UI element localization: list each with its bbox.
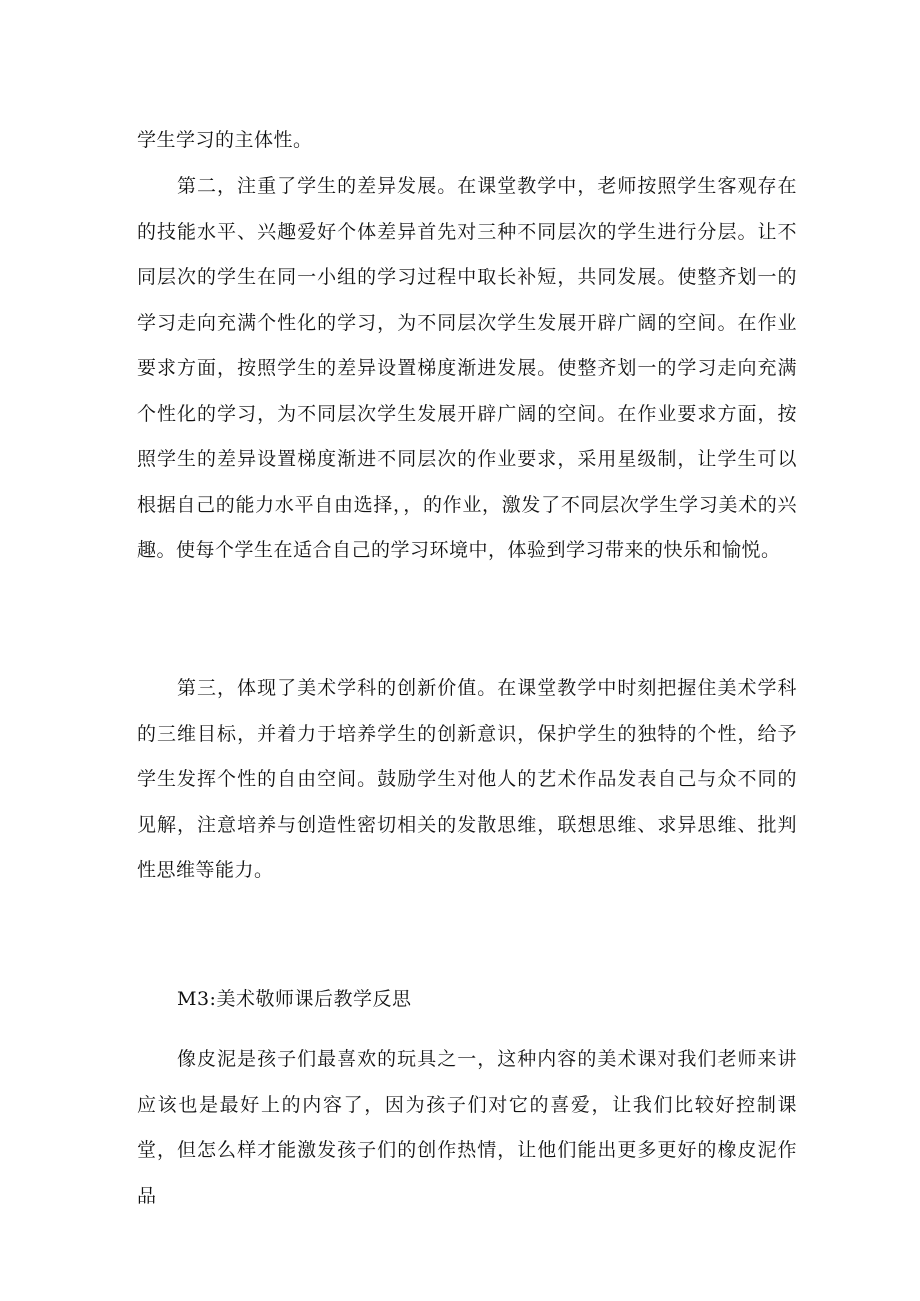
paragraph-text: 第三，体现了美术学科的创新价值。在课堂教学中时刻把握住美术学科的三维目标，并着力于培养学生的创新意识，保护学生的独特的个性，给予学生发挥个性的自由空间。鼓励学生对他人的艺术作品发表自己与众不同的见解，注意培养与创造性密切相关的发散思维，联想思维、求异思维、批判性思维等能力。 xyxy=(137,677,797,881)
paragraph-second-point xyxy=(137,164,797,574)
paragraph-reflection xyxy=(137,1037,797,1219)
heading-text: M3:美术敬师课后教学反思 xyxy=(177,988,412,1010)
paragraph-text: 第二，注重了学生的差异发展。在课堂教学中，老师按照学生客观存在的技能水平、兴趣爱好个体差异首先对三种不同层次的学生进行分层。让不同层次的学生在同一小组的学习过程中取长补短，共同发展。使整齐划一的学习走向充满个性化的学习，为不同层次学生发展开辟广阔的空间。在作业要求方面，按照学生的差异设置梯度渐进发展。使整齐划一的学习走向充满个性化的学习，为不同层次学生发展开辟广阔的空间。在作业要求方面，按照学生的差异设置梯度渐进不同层次的作业要求，采用星级制，让学生可以根据自己的能力水平自由选择，，的作业，激发了不同层次学生学习美术的兴趣。使每个学生在适合自己的学习环境中，体验到学习带来的快乐和愉悦。 xyxy=(137,175,797,561)
paragraph-third-point xyxy=(137,666,797,894)
paragraph-continuation xyxy=(137,118,797,164)
paragraph-text: 学生学习的主体性。 xyxy=(137,129,313,151)
section-heading xyxy=(137,977,797,1023)
paragraph-text: 像皮泥是孩子们最喜欢的玩具之一，这种内容的美术课对我们老师来讲应该也是最好上的内容了，因为孩子们对它的喜爱，让我们比较好控制课堂，但怎么样才能激发孩子们的创作热情，让他们能出更多更好的橡皮泥作品 xyxy=(137,1048,797,1207)
